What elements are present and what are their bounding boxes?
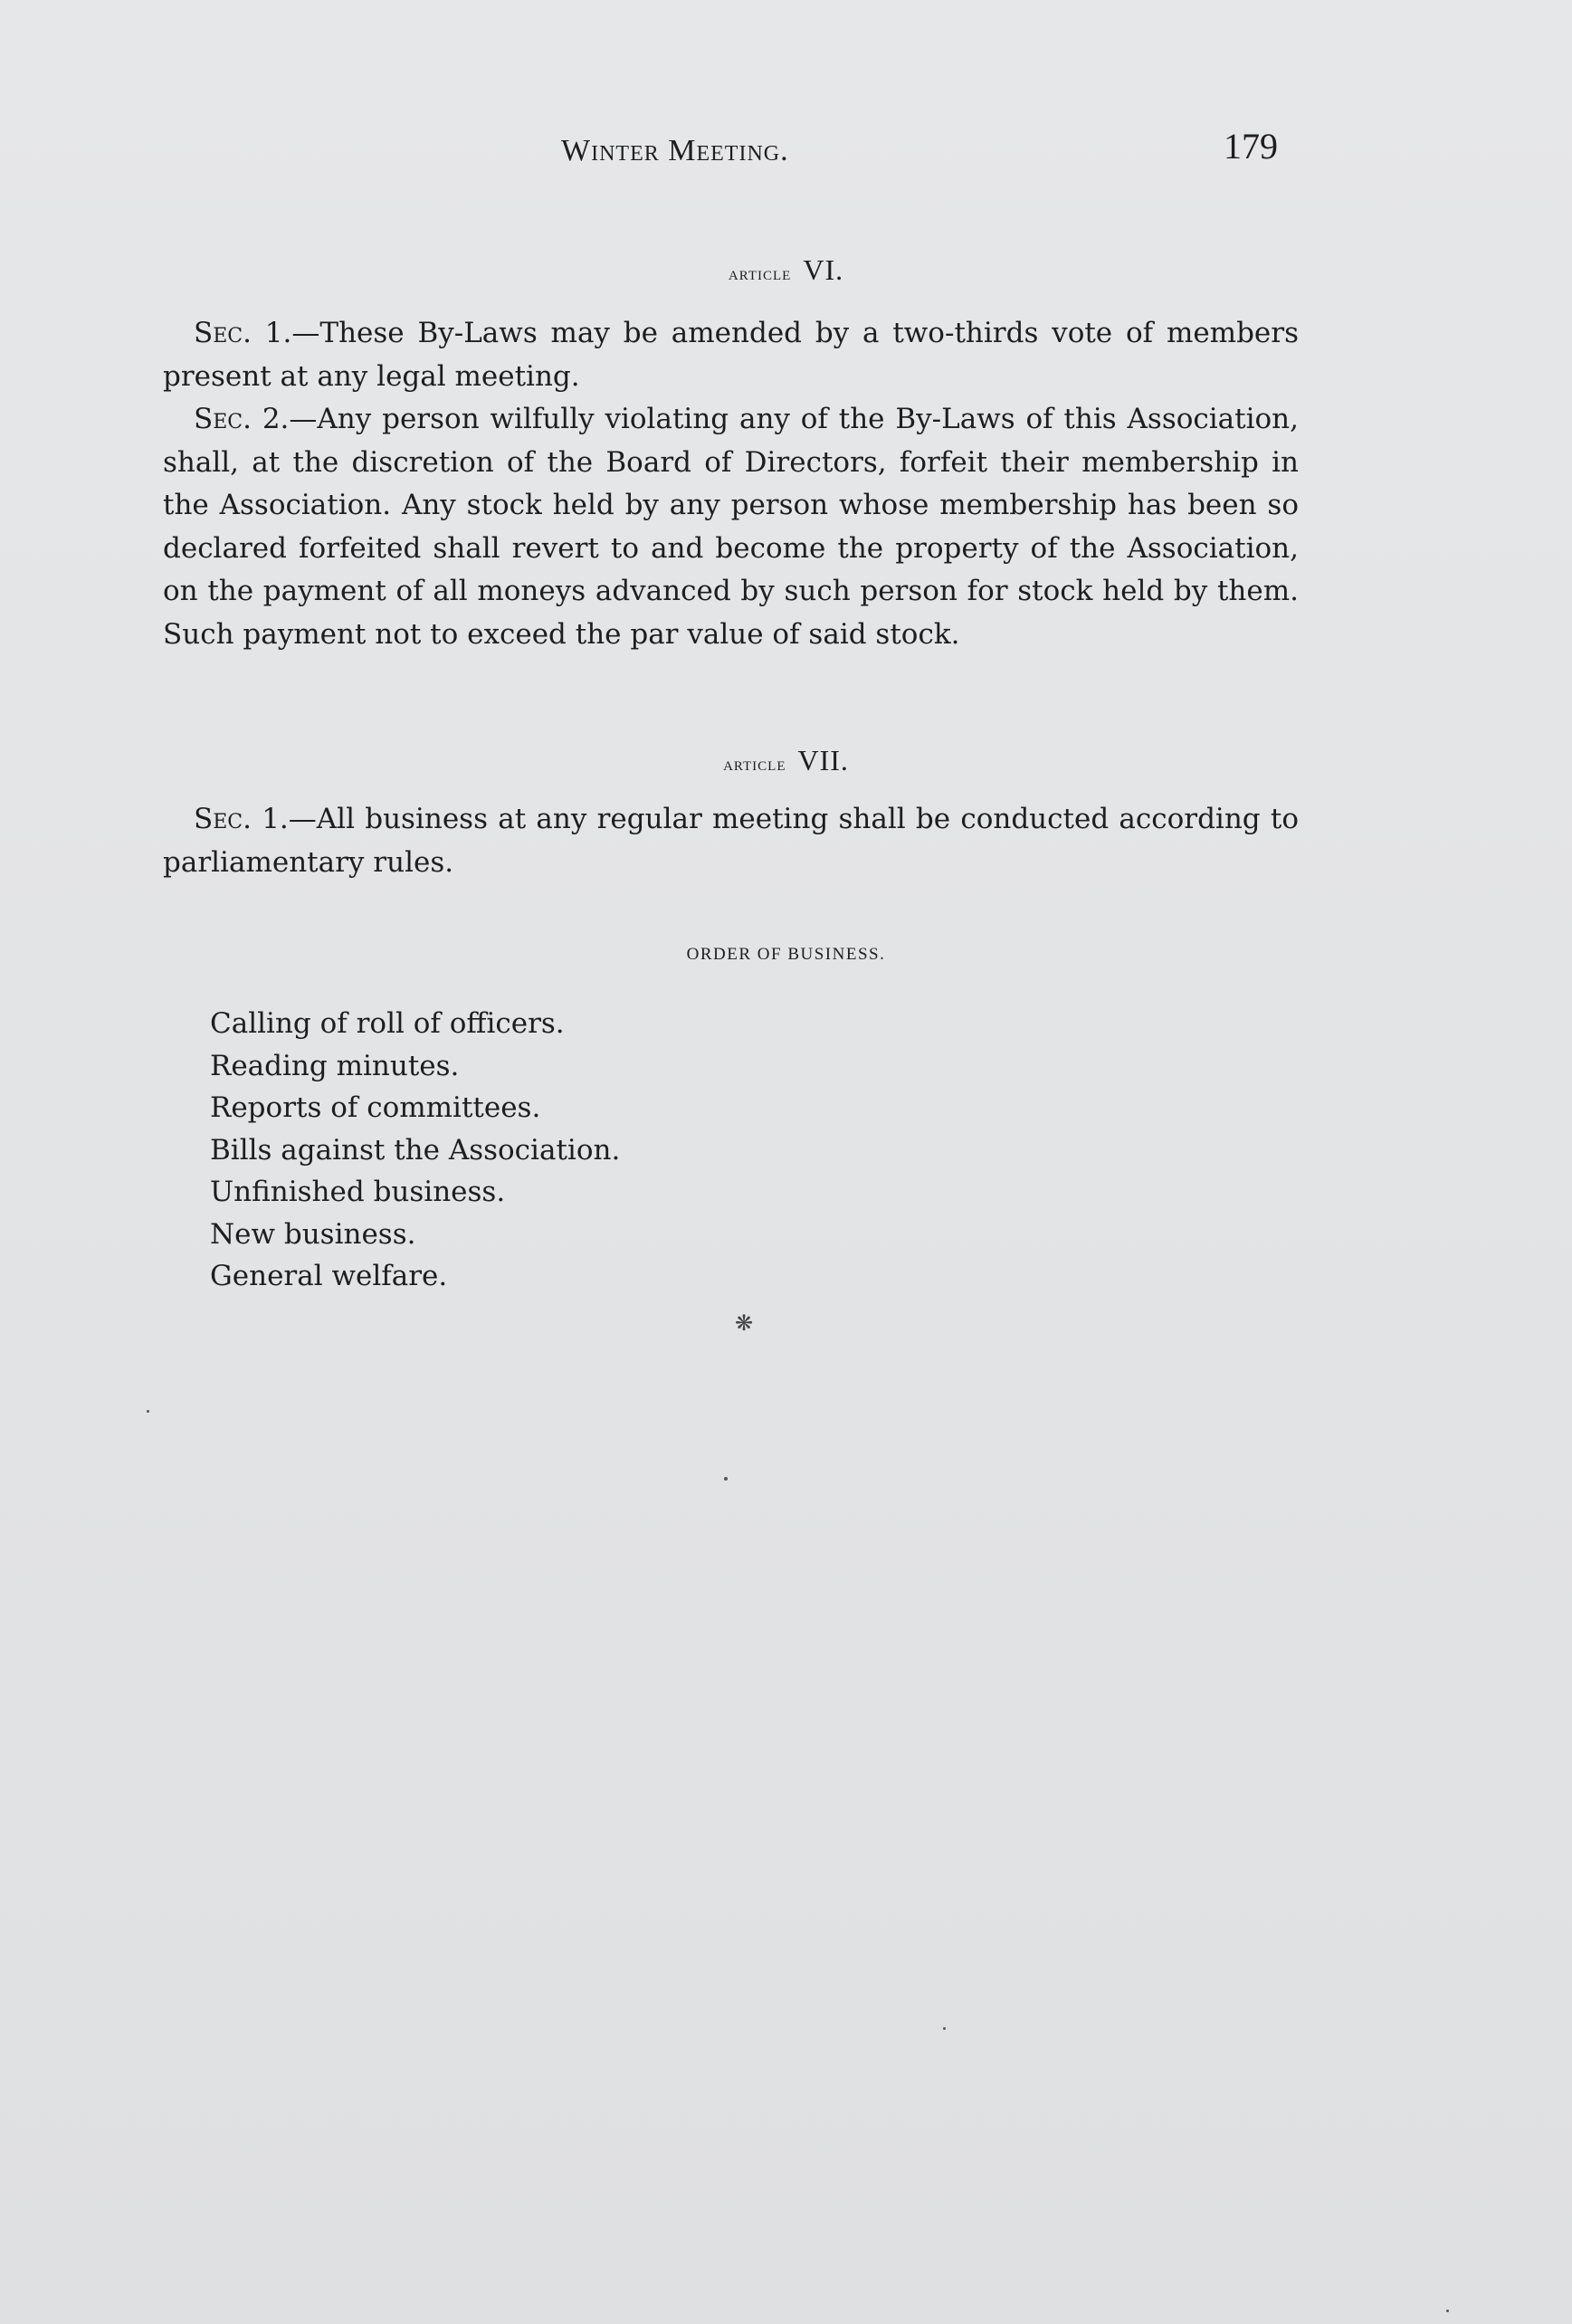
running-head <box>0 125 1572 179</box>
list-item: Reading minutes. <box>210 1049 460 1082</box>
article-vi-section-2 <box>163 398 1299 656</box>
section-label: Sec. 1. <box>194 317 292 349</box>
order-of-business-heading: ORDER OF BUSINESS. <box>686 945 886 964</box>
article-vi-heading-word: article <box>728 262 792 284</box>
section-label: Sec. 2. <box>194 403 290 435</box>
section-label: Sec. 1. <box>194 803 289 835</box>
article-vii-heading-numeral: VII. <box>797 744 849 776</box>
article-vi-section-1 <box>163 312 1299 398</box>
page-number: 179 <box>1224 126 1278 167</box>
list-item: Reports of committees. <box>210 1091 541 1124</box>
article-vi-body <box>163 312 1299 656</box>
list-item: General welfare. <box>210 1260 448 1292</box>
article-vii-heading-word: article <box>723 752 786 775</box>
list-item: Bills against the Association. <box>210 1133 621 1167</box>
paper-speck <box>1446 2310 1449 2312</box>
list-item: Calling of roll of officers. <box>210 1007 565 1040</box>
article-vi-heading-numeral: VI. <box>803 253 844 286</box>
paper-speck <box>724 1477 728 1481</box>
ornament-icon: ❋ <box>735 1310 754 1336</box>
section-text: —These By-Laws may be amended by a two-thirds vote of members present at any legal meeting. <box>163 317 1299 393</box>
section-text: —Any person wilfully violating any of the By-Laws of this Association, shall, at the discretion of the Board of Directors, forfeit their membership in the Association. Any stock held by any person whose membership has been so declared forfeited shall revert to and become the property of the Association, on the payment of all moneys advanced by such person for stock held by them. Such payment not to exceed the par value of said stock. <box>163 403 1299 651</box>
article-vii-heading <box>0 744 1572 777</box>
section-text: —All business at any regular meeting shall be conducted according to parliamentary rules. <box>163 803 1299 879</box>
list-item: Unfinished business. <box>210 1176 506 1208</box>
article-vii-section-1 <box>163 798 1299 884</box>
list-item: New business. <box>210 1217 416 1251</box>
paper-speck <box>943 2027 946 2030</box>
running-title: Winter Meeting. <box>561 134 789 167</box>
order-of-business-list <box>210 1003 620 1298</box>
article-vi-heading <box>0 253 1572 287</box>
paper-speck <box>147 1410 149 1413</box>
article-vii-body <box>163 798 1299 884</box>
